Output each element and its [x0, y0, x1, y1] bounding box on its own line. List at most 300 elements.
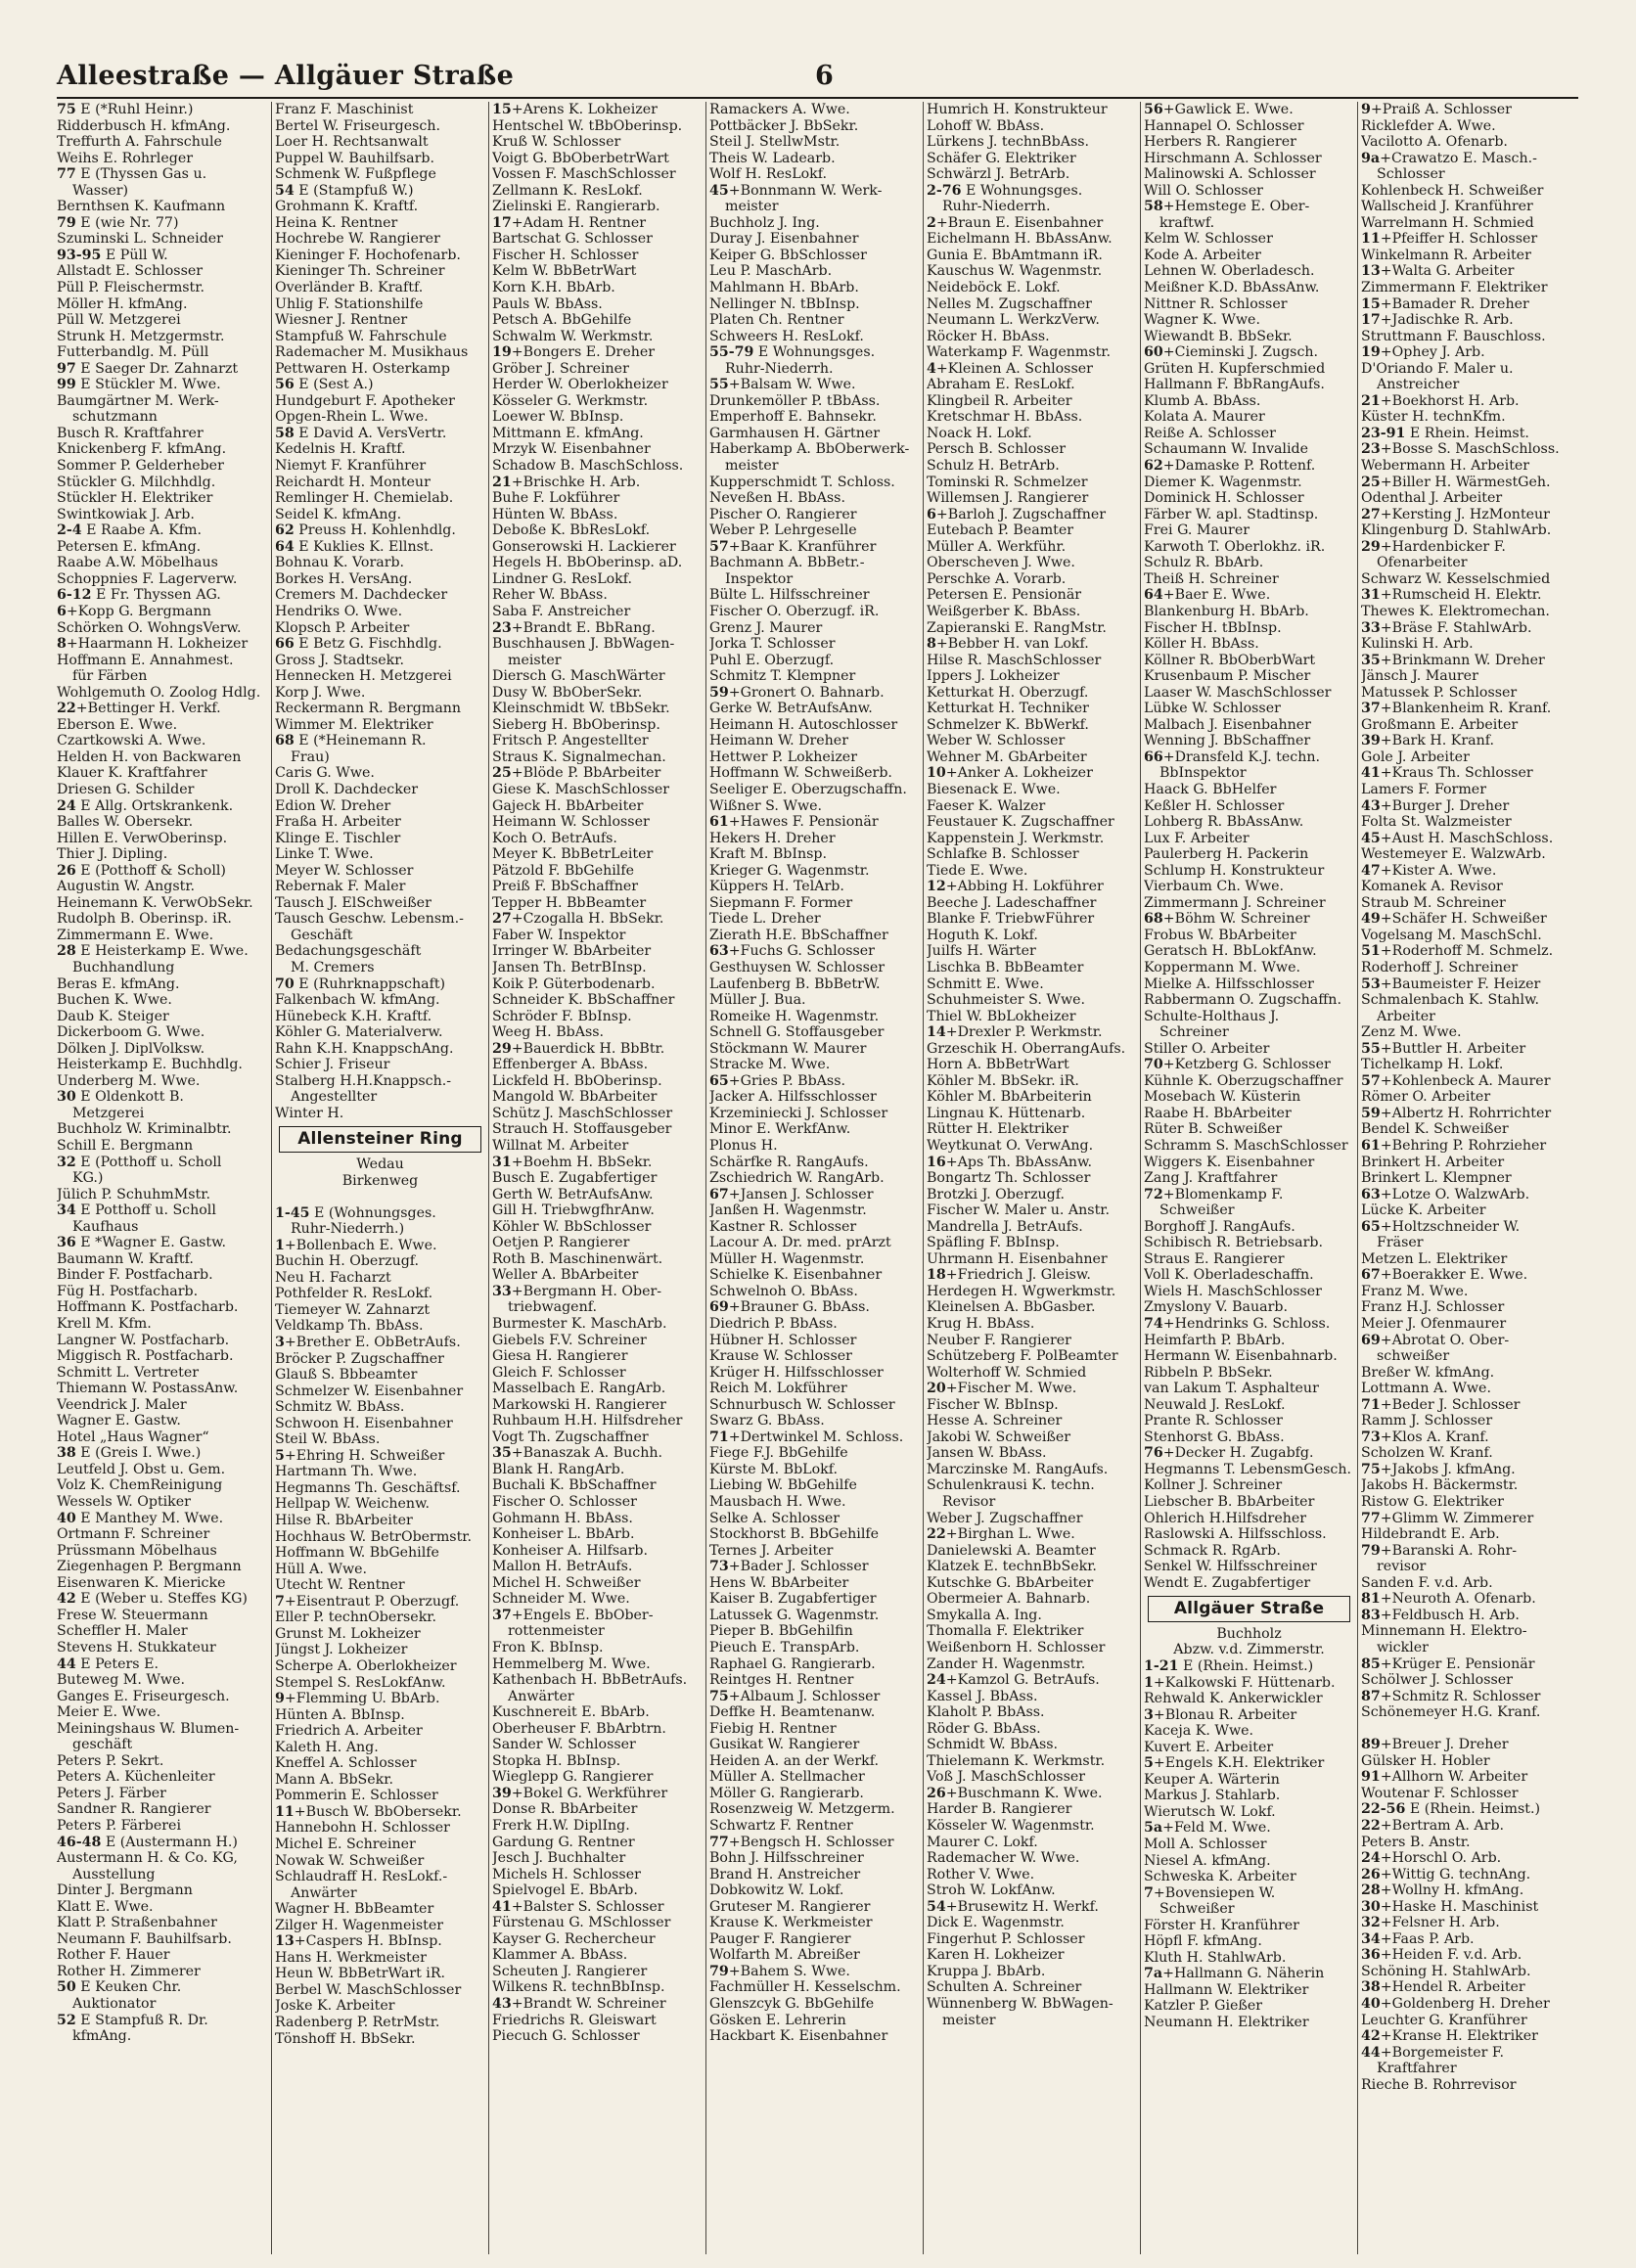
directory-entry: Sandner R. Rangierer	[57, 1801, 211, 1818]
directory-entry: Hünten W. BbAss.	[492, 506, 618, 522]
house-number: 26	[927, 1785, 946, 1801]
directory-entry: Oberscheven J. Wwe.	[927, 555, 1075, 571]
directory-entry: Reher W. BbAss.	[492, 587, 608, 604]
directory-entry: 30 E Oldenkott B.	[57, 1089, 184, 1106]
directory-entry: 3+Brether E. ObBetrAufs.	[275, 1335, 461, 1351]
directory-entry: Krüger H. Hilfsschlosser	[709, 1364, 884, 1381]
directory-entry: Futterbandlg. M. Püll	[57, 344, 209, 361]
directory-entry: Hochhaus W. BetrObermstr.	[275, 1528, 473, 1545]
directory-entry: Krieger G. Wagenmstr.	[709, 862, 870, 879]
directory-entry: 8+Haarmann H. Lokheizer	[57, 636, 249, 653]
directory-entry: Puhl E. Oberzugf.	[709, 652, 835, 668]
house-number: 73	[709, 1559, 729, 1575]
house-number: 31	[1361, 587, 1381, 604]
house-number: 63	[1361, 1186, 1381, 1202]
street-heading: Allensteiner Ring	[279, 1126, 481, 1153]
directory-entry: Mielke A. Hilfsschlosser	[1144, 975, 1314, 992]
directory-entry: Heimann W. Schlosser	[492, 814, 650, 831]
directory-entry: 55-79 E Wohnungsges.	[709, 344, 876, 361]
directory-entry: Hillen E. VerwOberinsp.	[57, 830, 228, 846]
entry-continuation: meister	[508, 652, 562, 668]
directory-entry: Heun W. BbBetrWart iR.	[275, 1966, 446, 1982]
house-number: 9	[275, 1691, 285, 1707]
district-label: Birkenweg	[341, 1172, 419, 1189]
directory-entry: Rehwald K. Ankerwickler	[1144, 1691, 1323, 1707]
entry-continuation: Arbeiter	[1377, 1008, 1435, 1024]
directory-entry: Hennecken H. Metzgerei	[275, 668, 452, 685]
house-number: 10	[927, 765, 946, 782]
directory-entry: Humrich H. Konstrukteur	[927, 102, 1108, 117]
directory-entry: Hemmelberg M. Wwe.	[492, 1656, 651, 1672]
directory-entry: Jänsch J. Maurer	[1361, 668, 1478, 685]
directory-entry: Blankenburg H. BbArb.	[1144, 603, 1309, 619]
directory-entry: Jacker A. Hilfsschlosser	[709, 1089, 877, 1106]
directory-entry: Frerk H.W. DiplIng.	[492, 1817, 630, 1834]
directory-entry: 22-56 E (Rhein. Heimst.)	[1361, 1801, 1540, 1818]
directory-entry: Markus J. Stahlarb.	[1144, 1788, 1281, 1804]
directory-entry: Wiewandt B. BbSekr.	[1144, 328, 1293, 344]
house-number: 34	[57, 1202, 76, 1219]
directory-entry: Wessels W. Optiker	[57, 1494, 191, 1511]
directory-entry: Hoffmann K. Postfacharb.	[57, 1299, 239, 1316]
directory-entry: 27+Kersting J. HzMonteur	[1361, 506, 1550, 522]
directory-entry: 35+Banaszak A. Buchh.	[492, 1445, 662, 1462]
directory-entry: Rieche B. Rohrrevisor	[1361, 2076, 1517, 2093]
directory-entry: Schönemeyer H.G. Kranf.	[1361, 1704, 1541, 1721]
directory-entry: Hünten A. BbInsp.	[275, 1706, 405, 1723]
directory-entry: Eichelmann H. BbAssAnw.	[927, 231, 1113, 248]
directory-entry: Obermeier A. Bahnarb.	[927, 1591, 1091, 1608]
directory-entry: Busch E. Zugabfertiger	[492, 1170, 658, 1187]
directory-entry: Römer O. Arbeiter	[1361, 1089, 1491, 1106]
directory-entry: Brotzki J. Oberzugf.	[927, 1186, 1066, 1202]
district-label: Wedau	[356, 1157, 404, 1172]
directory-entry: Romeike H. Wagenmstr.	[709, 1008, 880, 1024]
directory-entry: Knickenberg F. kfmAng.	[57, 441, 227, 458]
directory-entry: Buchin H. Oberzugf.	[275, 1253, 420, 1270]
directory-entry: Giesa H. Rangierer	[492, 1348, 628, 1365]
directory-entry: 67+Boerakker E. Wwe.	[1361, 1267, 1528, 1284]
directory-entry: Oberheuser F. BbArbtrn.	[492, 1720, 666, 1737]
directory-entry: Tichelkamp H. Lokf.	[1361, 1057, 1504, 1073]
directory-entry: 25+Biller H. WärmestGeh.	[1361, 474, 1551, 490]
directory-entry: Grohmann K. Kraftf.	[275, 199, 419, 215]
entry-continuation: geschäft	[72, 1737, 133, 1753]
house-number: 22	[57, 701, 76, 717]
house-number: 55-79	[709, 344, 754, 361]
directory-entry: Schulenkrausi K. techn.	[927, 1477, 1095, 1494]
entry-continuation: kfmAng.	[72, 2028, 132, 2045]
directory-entry: Scheffler H. Maler	[57, 1623, 188, 1640]
directory-entry: Minnemann H. Elektro-	[1361, 1623, 1527, 1640]
house-number: 39	[492, 1785, 512, 1801]
house-number: 89	[1361, 1737, 1381, 1753]
house-number: 13	[275, 1933, 295, 1950]
directory-entry: Wierutsch W. Lokf.	[1144, 1803, 1276, 1820]
directory-entry: Buchholz J. Ing.	[709, 214, 820, 231]
directory-entry: Schmitz T. Klempner	[709, 668, 856, 685]
directory-entry: Horn A. BbBetrWart	[927, 1057, 1069, 1073]
directory-entry: 64+Baer E. Wwe.	[1144, 587, 1271, 604]
house-number: 24	[57, 797, 76, 814]
house-number: 17	[1361, 312, 1381, 329]
directory-entry: Fron K. BbInsp.	[492, 1639, 604, 1656]
directory-entry: Schmack R. RgArb.	[1144, 1542, 1281, 1559]
directory-entry: Hilse R. BbArbeiter	[275, 1513, 413, 1529]
directory-entry: Kayser G. Rechercheur	[492, 1930, 656, 1947]
directory-entry: Feustauer K. Zugschaffner	[927, 814, 1114, 831]
house-number: 23	[1361, 441, 1381, 458]
directory-entry: Hens W. BbArbeiter	[709, 1574, 849, 1591]
directory-entry: Voll K. Oberladeschaffn.	[1144, 1267, 1314, 1284]
directory-entry: Prante R. Schlosser	[1144, 1413, 1283, 1429]
directory-entry	[275, 1189, 485, 1205]
directory-entry: Geratsch H. BbLokfAnw.	[1144, 943, 1317, 960]
directory-entry: 44+Borgemeister F.	[1361, 2044, 1505, 2061]
directory-entry: Lehnen W. Oberladesch.	[1144, 263, 1315, 280]
directory-entry: Stiller O. Arbeiter	[1144, 1040, 1270, 1057]
directory-entry: 75+Jakobs J. kfmAng.	[1361, 1461, 1516, 1477]
directory-entry: 77 E (Thyssen Gas u.	[57, 166, 207, 183]
directory-entry: 66+Dransfeld K.J. techn.	[1144, 748, 1320, 765]
directory-entry: Schärfke R. RangAufs.	[709, 1154, 869, 1170]
entry-continuation: schutzmann	[72, 409, 158, 426]
entry-continuation: Ruhr-Niederrh.	[942, 199, 1051, 215]
directory-entry: Fritsch P. Angestellter	[492, 733, 649, 749]
directory-entry: Wehner M. GbArbeiter	[927, 748, 1087, 765]
directory-entry: 70+Ketzberg G. Schlosser	[1144, 1057, 1331, 1073]
directory-entry: Fischer H. tBbInsp.	[1144, 619, 1282, 636]
directory-entry: 40 E Manthey M. Wwe.	[57, 1510, 224, 1526]
directory-entry: Zimmermann E. Wwe.	[57, 927, 214, 943]
directory-entry: Bachmann A. BbBetr.-	[709, 555, 865, 571]
directory-entry: 2+Braun E. Eisenbahner	[927, 214, 1104, 231]
entry-continuation: Angestellter	[291, 1089, 378, 1106]
directory-entry: Neideböck E. Lokf.	[927, 280, 1061, 296]
house-number: 75	[1361, 1461, 1381, 1477]
directory-entry: Kösseler G. Werkmstr.	[492, 392, 649, 409]
directory-entry: Tiemeyer W. Zahnarzt	[275, 1301, 431, 1318]
directory-entry: 99 E Stückler M. Wwe.	[57, 377, 221, 393]
house-number: 45	[1361, 830, 1381, 846]
directory-entry: Krause W. Schlosser	[709, 1348, 852, 1365]
directory-entry: Austermann H. & Co. KG,	[57, 1850, 238, 1867]
house-number: 61	[709, 814, 729, 831]
directory-entry: 12+Abbing H. Lokführer	[927, 879, 1104, 895]
directory-entry: Spielvogel E. BbArb.	[492, 1882, 638, 1899]
house-number: 65	[709, 1072, 729, 1089]
directory-entry: Thiel W. BbLokheizer	[927, 1008, 1076, 1024]
house-number: 1-21	[1144, 1657, 1179, 1674]
directory-entry: Püll W. Metzgerei	[57, 312, 181, 329]
directory-entry: Füg H. Postfacharb.	[57, 1283, 199, 1299]
directory-entry: Schwelnoh O. BbAss.	[709, 1283, 858, 1299]
directory-entry: Ternes J. Arbeiter	[709, 1542, 834, 1559]
entry-continuation: Revisor	[942, 1494, 996, 1511]
entry-continuation: Geschäft	[291, 927, 353, 943]
directory-entry: 70 E (Ruhrknappschaft)	[275, 975, 446, 992]
page-header	[57, 61, 1578, 100]
directory-entry: Müller J. Bua.	[709, 992, 806, 1009]
directory-entry: Schneider K. BbSchaffner	[492, 992, 675, 1009]
directory-entry: Kohlenbeck H. Schweißer	[1361, 182, 1544, 199]
directory-entry: Straus E. Rangierer	[1144, 1250, 1285, 1267]
house-number: 68	[1144, 911, 1163, 928]
directory-entry: Wimmer M. Elektriker	[275, 716, 433, 733]
directory-entry: van Lakum T. Asphalteur	[1144, 1381, 1319, 1397]
directory-entry: 24 E Allg. Ortskrankenk.	[57, 797, 234, 814]
directory-entry: Joske K. Arbeiter	[275, 1998, 395, 2015]
directory-entry: 15+Bamader R. Dreher	[1361, 295, 1529, 312]
house-number: 5	[275, 1447, 285, 1464]
directory-entry: Kösseler W. Wagenmstr.	[927, 1817, 1095, 1834]
directory-entry: Bernthsen K. Kaufmann	[57, 199, 226, 215]
directory-entry: Küster H. technKfm.	[1361, 409, 1506, 426]
directory-entry: Karen H. Lokheizer	[927, 1947, 1065, 1964]
directory-entry: Schwartz F. Rentner	[709, 1817, 853, 1834]
directory-entry: Wiesner J. Rentner	[275, 312, 408, 329]
directory-column-6	[1140, 102, 1357, 2254]
directory-entry: Zmyslony V. Bauarb.	[1144, 1299, 1288, 1316]
directory-entry: Bongartz Th. Schlosser	[927, 1170, 1091, 1187]
directory-entry: Utecht W. Rentner	[275, 1577, 405, 1594]
directory-entry: Kluth H. StahlwArb.	[1144, 1949, 1287, 1966]
directory-entry: Dick E. Wagenmstr.	[927, 1915, 1065, 1931]
directory-entry: 69+Brauner G. BbAss.	[709, 1299, 870, 1316]
directory-entry: Hesse A. Schreiner	[927, 1413, 1063, 1429]
entry-continuation: triebwagenf.	[508, 1299, 597, 1316]
house-number: 2-76	[927, 182, 962, 199]
directory-entry: 11+Pfeiffer H. Schlosser	[1361, 231, 1538, 248]
directory-entry: Kode A. Arbeiter	[1144, 247, 1261, 263]
directory-entry: 74+Hendrinks G. Schloss.	[1144, 1316, 1331, 1333]
house-number: 31	[492, 1154, 512, 1170]
page-number: 6	[815, 61, 834, 91]
directory-entry: Hoffmann W. BbGehilfe	[275, 1545, 439, 1562]
entry-continuation: Wasser)	[72, 182, 129, 199]
directory-entry: 65+Holtzschneider W.	[1361, 1218, 1521, 1235]
directory-entry: Raabe A.W. Möbelhaus	[57, 555, 218, 571]
directory-entry: Kleinschmidt W. tBbSekr.	[492, 701, 670, 717]
directory-entry: 59+Gronert O. Bahnarb.	[709, 684, 885, 701]
house-number: 93-95	[57, 247, 102, 263]
directory-entry: Stenhorst G. BbAss.	[1144, 1429, 1285, 1445]
directory-entry: Gleich F. Schlosser	[492, 1364, 626, 1381]
entry-continuation: meister	[942, 2012, 996, 2028]
directory-entry: Scholzen W. Kranf.	[1361, 1445, 1493, 1462]
house-number: 23-91	[1361, 425, 1406, 441]
directory-entry: 1-45 E (Wohnungsges.	[275, 1204, 436, 1221]
directory-entry: Veldkamp Th. BbAss.	[275, 1318, 424, 1335]
directory-entry: Brand H. Anstreicher	[709, 1866, 861, 1882]
directory-entry: Malbach J. Eisenbahner	[1144, 716, 1311, 733]
directory-entry: Krell M. Kfm.	[57, 1316, 152, 1333]
directory-entry: 38 E (Greis I. Wwe.)	[57, 1445, 202, 1462]
directory-entry: Eller P. technObersekr.	[275, 1610, 437, 1626]
directory-entry: Jülich P. SchuhmMstr.	[57, 1186, 210, 1202]
directory-entry: 1-21 E (Rhein. Heimst.)	[1144, 1657, 1314, 1674]
directory-entry: Förster H. Kranführer	[1144, 1917, 1299, 1933]
directory-entry: 43+Burger J. Dreher	[1361, 797, 1510, 814]
house-number: 67	[1361, 1267, 1381, 1284]
house-number: 38	[1361, 1979, 1381, 1996]
house-number: 21	[492, 474, 512, 490]
entry-continuation: schweißer	[1377, 1348, 1450, 1365]
directory-entry: Pauls W. BbAss.	[492, 295, 603, 312]
directory-entry: Pottbäcker J. BbSekr.	[709, 117, 859, 134]
house-number: 75	[57, 102, 76, 117]
house-number: 67	[709, 1186, 729, 1202]
directory-entry: Späfling F. BbInsp.	[927, 1235, 1060, 1251]
house-number: 56	[1144, 102, 1163, 117]
directory-entry: Cremers M. Dachdecker	[275, 587, 448, 604]
house-number: 44	[1361, 2044, 1381, 2061]
house-number: 19	[1361, 344, 1381, 361]
directory-entry: Tepper H. BbBeamter	[492, 894, 647, 911]
house-number: 68	[275, 733, 295, 749]
directory-entry: 79 E (wie Nr. 77)	[57, 214, 179, 231]
directory-entry: Blank H. RangArb.	[492, 1461, 625, 1477]
directory-entry: Zimmermann J. Schreiner	[1144, 894, 1326, 911]
directory-entry: Schölwer J. Schlosser	[1361, 1672, 1513, 1689]
directory-entry: 62+Damaske P. Rottenf.	[1144, 458, 1316, 475]
directory-entry: 27+Czogalla H. BbSekr.	[492, 911, 664, 928]
directory-entry: Koch O. BetrAufs.	[492, 830, 617, 846]
directory-entry: Schweers H. ResLokf.	[709, 328, 864, 344]
directory-entry: Vogt Th. Zugschaffner	[492, 1429, 649, 1445]
directory-entry: Neumann H. Elektriker	[1144, 2014, 1309, 2030]
directory-entry: 32+Felsner H. Arb.	[1361, 1915, 1500, 1931]
house-number: 15	[492, 102, 512, 117]
house-number: 8	[57, 636, 67, 653]
directory-entry: Effenberger A. BbAss.	[492, 1057, 649, 1073]
directory-entry: Opgen-Rhein L. Wwe.	[275, 409, 429, 426]
directory-entry: Korn K.H. BbArb.	[492, 280, 615, 296]
directory-entry: Meyer K. BbBetrLeiter	[492, 846, 654, 863]
entry-continuation: Schweißer	[1159, 1901, 1235, 1918]
directory-entry: Kuvert E. Arbeiter	[1144, 1739, 1274, 1755]
directory-entry: Rother H. Zimmerer	[57, 1963, 201, 1979]
house-number: 36	[57, 1235, 76, 1251]
directory-entry: 37+Blankenheim R. Kranf.	[1361, 701, 1552, 717]
house-number: 55	[709, 377, 729, 393]
directory-entry: Vogelsang M. MaschSchl.	[1361, 927, 1542, 943]
directory-entry: Kraft M. BbInsp.	[709, 846, 827, 863]
directory-entry: Wolf H. ResLokf.	[709, 166, 828, 183]
directory-entry: Möller G. Rangierarb.	[709, 1785, 864, 1801]
directory-entry: Hüll A. Wwe.	[275, 1561, 367, 1577]
directory-entry: Treffurth A. Fahrschule	[57, 134, 222, 151]
directory-entry: Tiede L. Dreher	[709, 911, 821, 928]
house-number: 9a	[1361, 150, 1381, 166]
directory-entry: Hackbart K. Eisenbahner	[709, 2028, 888, 2045]
directory-entry: Stroh W. LokfAnw.	[927, 1882, 1056, 1899]
directory-entry: Schulz R. BbArb.	[1144, 555, 1264, 571]
directory-entry: Köhler G. Materialverw.	[275, 1024, 443, 1041]
house-number: 18	[927, 1267, 946, 1284]
directory-entry: Zellmann K. ResLokf.	[492, 182, 643, 199]
directory-entry: Beeche J. Ladeschaffner	[927, 894, 1097, 911]
directory-entry: Kelm W. Schlosser	[1144, 231, 1273, 248]
directory-entry: Mrzyk W. Eisenbahner	[492, 441, 651, 458]
house-number: 56	[275, 377, 295, 393]
house-number: 27	[1361, 506, 1381, 522]
directory-column-2	[271, 102, 488, 2254]
directory-entry: Rabbermann O. Zugschaffn.	[1144, 992, 1341, 1009]
directory-entry: Pommerin E. Schlosser	[275, 1788, 438, 1804]
header-rule	[57, 97, 1578, 99]
directory-entry: 36 E *Wagner E. Gastw.	[57, 1235, 227, 1251]
directory-entry: Piecuch G. Schlosser	[492, 2028, 640, 2045]
directory-entry: Nellinger N. tBbInsp.	[709, 295, 860, 312]
directory-entry: Baumgärtner M. Werk-	[57, 392, 219, 409]
house-number: 70	[1144, 1057, 1163, 1073]
directory-entry: Faeser K. Walzer	[927, 797, 1046, 814]
directory-entry: Friedrich A. Arbeiter	[275, 1723, 423, 1740]
house-number: 3	[275, 1335, 285, 1351]
directory-entry: Glauß S. Bbbeamter	[275, 1367, 418, 1383]
house-number: 63	[709, 943, 729, 960]
directory-entry: Gusikat W. Rangierer	[709, 1737, 860, 1753]
directory-entry: Stevens H. Stukkateur	[57, 1639, 216, 1656]
directory-entry: Glenszcyk G. BbGehilfe	[709, 1995, 875, 2012]
directory-entry: Wolterhoff W. Schmied	[927, 1364, 1087, 1381]
directory-entry: Thomalla F. Elektriker	[927, 1623, 1084, 1640]
house-number: 22-56	[1361, 1801, 1406, 1818]
directory-entry: Heinemann K. VerwObSekr.	[57, 894, 253, 911]
entry-continuation: Schweißer	[1159, 1202, 1235, 1219]
directory-entry: Klinge E. Tischler	[275, 830, 401, 846]
directory-entry: Kürste M. BbLokf.	[709, 1461, 838, 1477]
house-number: 71	[1361, 1396, 1381, 1413]
directory-entry: Heisterkamp E. Buchhdlg.	[57, 1057, 243, 1073]
directory-entry: 41+Balster S. Schlosser	[492, 1898, 664, 1915]
directory-entry: Konheiser A. Hilfsarb.	[492, 1542, 649, 1559]
house-number: 79	[709, 1963, 729, 1979]
house-number: 17	[492, 214, 512, 231]
directory-entry: Schier J. Friseur	[275, 1057, 390, 1073]
directory-entry: Hallmann W. Elektriker	[1144, 1981, 1309, 1998]
house-number: 20	[927, 1381, 946, 1397]
directory-entry: 20+Fischer M. Wwe.	[927, 1381, 1077, 1397]
directory-entry: 37+Engels E. BbOber-	[492, 1607, 654, 1623]
directory-entry: Zimmermann F. Elektriker	[1361, 280, 1548, 296]
directory-entry: Niemyt F. Kranführer	[275, 458, 427, 475]
house-number: 87	[1361, 1688, 1381, 1704]
directory-entry: Peters P. Sekrt.	[57, 1752, 164, 1769]
house-number: 51	[1361, 943, 1381, 960]
directory-entry: Reich M. Lokführer	[709, 1381, 847, 1397]
directory-entry: Fischer O. Schlosser	[492, 1494, 637, 1511]
directory-entry: Steil W. BbAss.	[275, 1431, 381, 1448]
directory-entry: 65+Gries P. BbAss.	[709, 1072, 845, 1089]
directory-entry: Lickfeld H. BbOberinsp.	[492, 1072, 662, 1089]
directory-entry: Färber W. apl. Stadtinsp.	[1144, 506, 1319, 522]
directory-entry: Mahlmann H. BbArb.	[709, 280, 859, 296]
directory-entry: Baumann W. Kraftf.	[57, 1250, 194, 1267]
directory-entry: Smykalla A. Ing.	[927, 1607, 1042, 1623]
directory-entry: Buteweg M. Wwe.	[57, 1672, 185, 1689]
directory-entry: Petsch A. BbGehilfe	[492, 312, 632, 329]
directory-entry: Ippers J. Lokheizer	[927, 668, 1060, 685]
directory-entry: 29+Hardenbicker F.	[1361, 538, 1506, 555]
directory-entry: Lacour A. Dr. med. prArzt	[709, 1235, 891, 1251]
directory-entry: Weber P. Lehrgeselle	[709, 522, 857, 539]
house-number: 15	[1361, 295, 1381, 312]
directory-entry: Weller A. BbArbeiter	[492, 1267, 639, 1284]
directory-entry: Masselbach E. RangArb.	[492, 1381, 666, 1397]
directory-entry: 39+Bark H. Kranf.	[1361, 733, 1495, 749]
